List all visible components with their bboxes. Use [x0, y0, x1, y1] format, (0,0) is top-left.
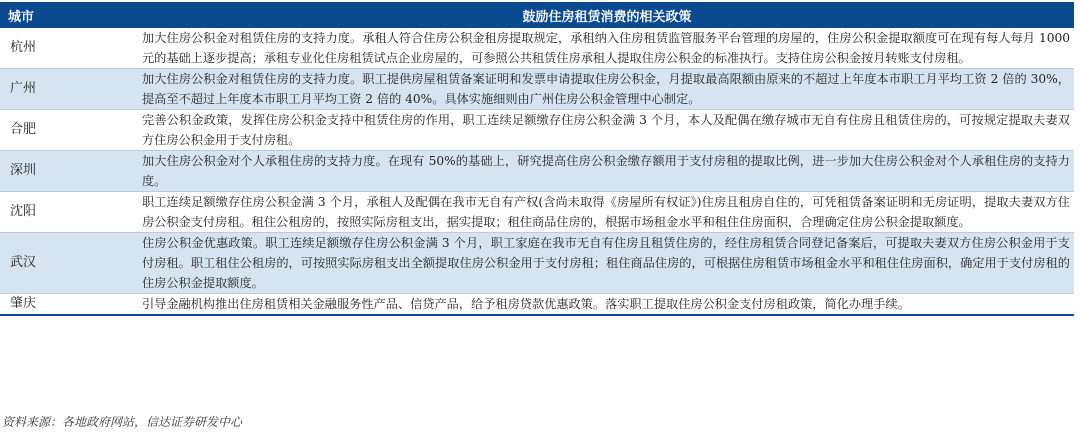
policy-cell: 职工连续足额缴存住房公积金满 3 个月，承租人及配偶在我市无自有产权(含尚未取得《房屋所有权证》)住房且租房自住的，可凭租赁备案证明和无房证明，提取夫妻双方住房公积金支付房租。租住公租房的，按照实际房租支出，据实提取；租住商品住房的，根据市场租金水平和租住住房面积，合理确定住房公积金提取额度。: [140, 192, 1074, 233]
header-policy: 鼓励住房租赁消费的相关政策: [140, 2, 1074, 28]
policy-cell: 加大住房公积金对租赁住房的支持力度。承租人符合住房公积金租房提取规定，承租纳入住房租赁监管服务平台管理的房屋的，住房公积金提取额度可在现有每人每月 1000 元的基础上逐步提高；承租专业化住房租赁试点企业房屋的，可参照公共租赁住房承租人提取住房公积金的标准执行。支持住房公积金按月转账支付房租。: [140, 28, 1074, 69]
table-row: [0, 28, 1074, 69]
city-cell: 深圳: [0, 151, 140, 192]
policy-cell: 住房公积金优惠政策。职工连续足额缴存住房公积金满 3 个月，职工家庭在我市无自有住房且租赁住房的，经住房租赁合同登记备案后，可提取夫妻双方住房公积金用于支付房租。职工租住公租房的，可按照实际房租支出全额提取住房公积金用于支付房租；租住商品住房的，可根据住房租赁市场租金水平和租住住房面积，确定用于支付房租的住房公积金提取额度。: [140, 233, 1074, 294]
table-row: [0, 151, 1074, 192]
city-cell: 肇庆: [0, 294, 140, 316]
policy-cell: 引导金融机构推出住房租赁相关金融服务性产品、信贷产品，给予租房贷款优惠政策。落实职工提取住房公积金支付房租政策，简化办理手续。: [140, 294, 1074, 316]
table-row: [0, 192, 1074, 233]
city-cell: 合肥: [0, 110, 140, 151]
city-cell: 杭州: [0, 28, 140, 69]
table-row: [0, 233, 1074, 294]
city-cell: 沈阳: [0, 192, 140, 233]
policy-cell: 加大住房公积金对个人承租住房的支持力度。在现有 50%的基础上，研究提高住房公积金缴存额用于支付房租的提取比例，进一步加大住房公积金对个人承租住房的支持力度。: [140, 151, 1074, 192]
table-header-row: [0, 2, 1074, 28]
table-row: [0, 69, 1074, 110]
table-body: [0, 28, 1074, 315]
policy-cell: 完善公积金政策，发挥住房公积金支持中租赁住房的作用，职工连续足额缴存住房公积金满 3 个月，本人及配偶在缴存城市无自有住房且租赁住房的，可按规定提取夫妻双方住房公积金用于支付房租。: [140, 110, 1074, 151]
table-row: [0, 110, 1074, 151]
source-note: 资料来源：各地政府网站，信达证券研发中心: [2, 415, 243, 429]
policy-table: [0, 2, 1074, 316]
city-cell: 广州: [0, 69, 140, 110]
header-city: 城市: [0, 2, 140, 28]
city-cell: 武汉: [0, 233, 140, 294]
policy-cell: 加大住房公积金对租赁住房的支持力度。职工提供房屋租赁备案证明和发票申请提取住房公积金，月提取最高限额由原来的不超过上年度本市职工月平均工资 2 倍的 30%，提高至不超过上年度本市职工月平均工资 2 倍的 40%。具体实施细则由广州住房公积金管理中心制定。: [140, 69, 1074, 110]
table-row: [0, 294, 1074, 316]
